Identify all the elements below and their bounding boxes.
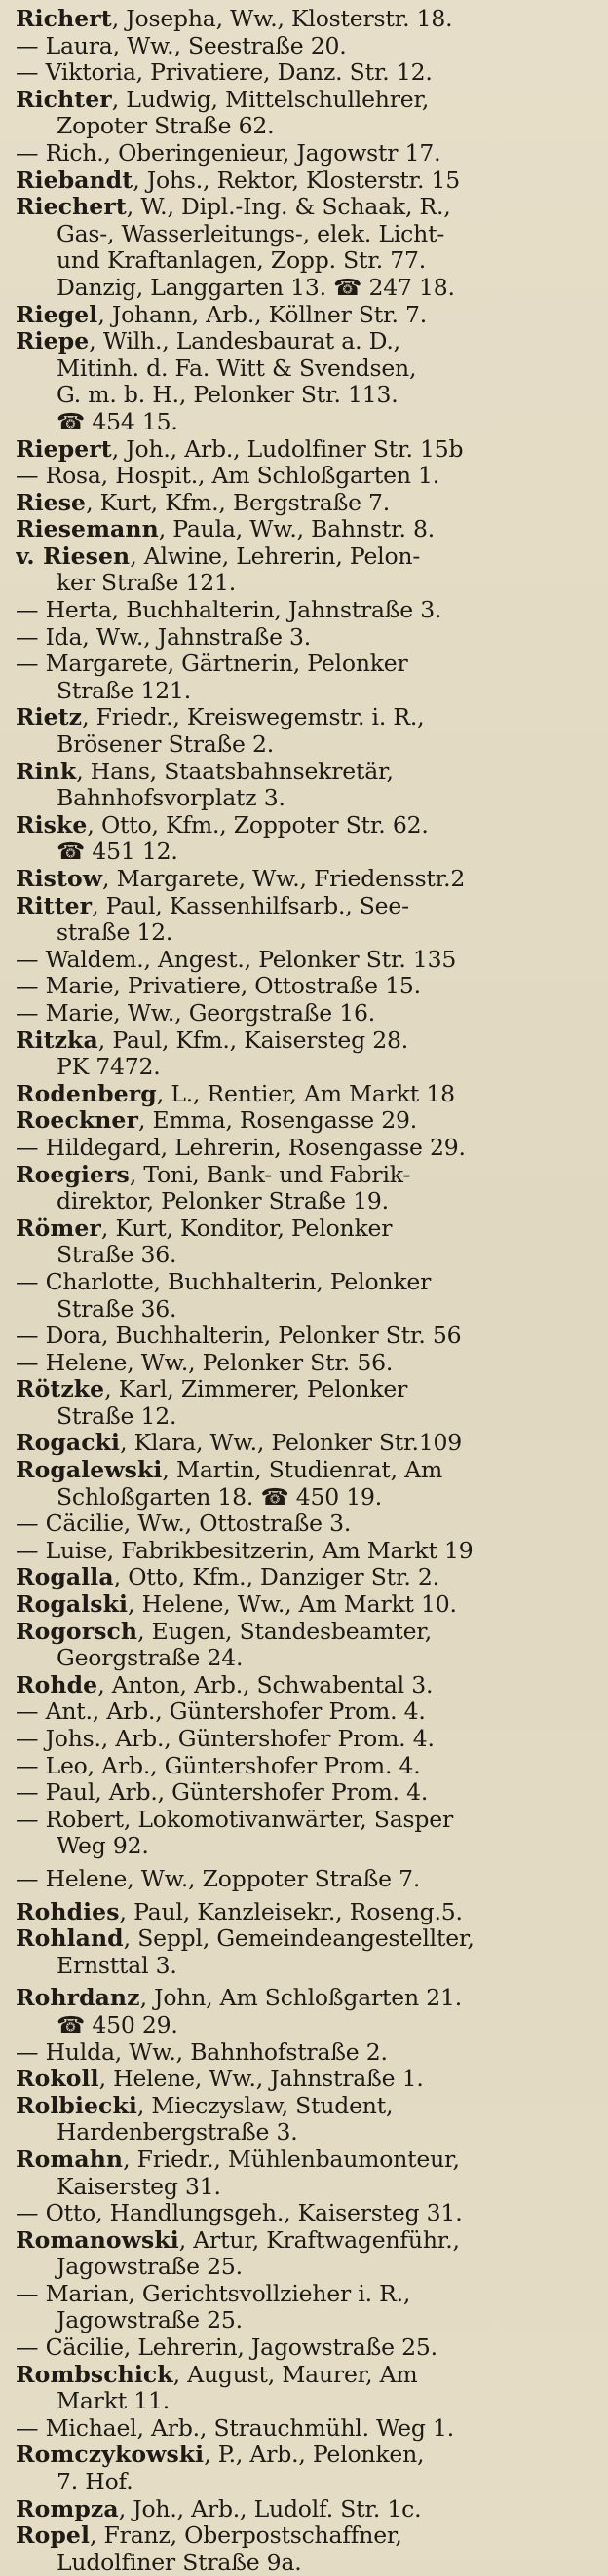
entry-text: Danzig, Langgarten 13. ☎ 247 18. <box>57 274 455 301</box>
entry-first-line <box>16 893 602 920</box>
entry-text: , Alwine, Lehrerin, Pelon- <box>130 542 421 570</box>
directory-entry <box>16 1925 602 1979</box>
entry-first-line <box>16 1457 602 1484</box>
entry-surname: Riebandt <box>16 167 133 194</box>
entry-text: — Johs., Arb., Güntershofer Prom. 4. <box>16 1726 435 1752</box>
directory-entry <box>16 302 602 329</box>
directory-entry <box>16 1699 602 1726</box>
entry-text: ☎ 450 29. <box>57 2011 178 2038</box>
directory-entry <box>16 1135 602 1162</box>
entry-text: , Martin, Studienrat, Am <box>162 1457 443 1484</box>
entry-text: , Joh., Arb., Ludolfiner Str. 15b <box>111 435 464 463</box>
entry-text: Zopoter Straße 62. <box>57 113 275 140</box>
entry-surname: Rogalewski <box>16 1457 163 1484</box>
directory-entry <box>16 1899 602 1926</box>
entry-text: ker Straße 121. <box>57 570 237 597</box>
entry-first-line <box>16 2066 602 2093</box>
entry-text: Kaisersteg 31. <box>57 2173 221 2200</box>
entry-text: Straße 36. <box>57 1242 177 1269</box>
entry-first-line <box>16 651 602 678</box>
entry-surname: Ritter <box>16 892 93 919</box>
entry-continuation-line <box>16 247 602 275</box>
entry-text: — Michael, Arb., Strauchmühl. Weg 1. <box>16 2414 454 2442</box>
entry-continuation-line <box>16 731 602 759</box>
directory-entry <box>16 6 602 33</box>
entry-first-line <box>16 2200 602 2227</box>
directory-entry <box>16 2147 602 2200</box>
entry-first-line <box>16 2039 602 2067</box>
entry-first-line <box>16 2334 602 2362</box>
entry-surname: Riesemann <box>16 516 159 543</box>
entry-text: , Otto, Kfm., Zoppoter Str. 62. <box>87 811 429 839</box>
entry-surname: Ropel <box>16 2522 91 2550</box>
entry-text: Ernsttal 3. <box>57 1952 177 1979</box>
directory-entry <box>16 1457 602 1511</box>
entry-surname: Rogalla <box>16 1564 114 1591</box>
directory-entry <box>16 1726 602 1753</box>
entry-text: , Mieczyslaw, Student, <box>136 2092 394 2119</box>
directory-entry <box>16 490 602 517</box>
directory-entry <box>16 2200 602 2227</box>
entry-text: , Karl, Zimmerer, Pelonker <box>104 1376 408 1403</box>
entry-surname: Riske <box>16 811 88 839</box>
directory-entry <box>16 1215 602 1269</box>
directory-entry <box>16 704 602 758</box>
directory-entry <box>16 2522 602 2576</box>
entry-text: — Marian, Gerichtsvollzieher i. R., <box>16 2280 411 2307</box>
directory-entry <box>16 1564 602 1591</box>
entry-first-line <box>16 516 602 543</box>
entry-continuation-line <box>16 570 602 597</box>
entry-surname: Römer <box>16 1214 101 1242</box>
directory-entry <box>16 2415 602 2443</box>
entry-text: Straße 36. <box>57 1295 177 1323</box>
entry-first-line <box>16 2522 602 2550</box>
entry-surname: Riese <box>16 489 87 516</box>
directory-entry <box>16 1672 602 1699</box>
entry-text: Gas-, Wasserleitungs-, elek. Licht- <box>57 220 445 247</box>
directory-entry <box>16 1162 602 1215</box>
entry-continuation-line <box>16 2469 602 2496</box>
directory-entry <box>16 2442 602 2495</box>
entry-first-line <box>16 140 602 168</box>
entry-text: , Kurt, Konditor, Pelonker <box>100 1214 393 1242</box>
entry-text: Ludolfiner Straße 9a. <box>57 2549 302 2576</box>
entry-text: Mitinh. d. Fa. Witt & Svendsen, <box>57 355 417 382</box>
entry-continuation-line <box>16 1403 602 1431</box>
entry-text: Markt 11. <box>57 2388 171 2415</box>
entry-first-line <box>16 624 602 652</box>
entry-first-line <box>16 1350 602 1377</box>
directory-entry <box>16 812 602 866</box>
directory-entry <box>16 2093 602 2147</box>
entry-first-line <box>16 1619 602 1646</box>
entry-first-line <box>16 1591 602 1619</box>
entry-first-line <box>16 490 602 517</box>
entry-first-line <box>16 1162 602 1189</box>
entry-first-line <box>16 1672 602 1699</box>
entry-text: straße 12. <box>57 919 173 947</box>
entry-continuation-line <box>16 839 602 866</box>
entry-surname: Rolbiecki <box>16 2092 137 2119</box>
directory-entry <box>16 1107 602 1135</box>
entry-text: G. m. b. H., Pelonker Str. 113. <box>57 382 399 409</box>
directory-entry <box>16 1511 602 1538</box>
entry-text: Jagowstraße 25. <box>57 2307 243 2334</box>
directory-entry <box>16 893 602 947</box>
entry-text: , Joh., Arb., Ludolf. Str. 1c. <box>118 2495 422 2522</box>
directory-entry <box>16 2334 602 2362</box>
entry-text: , Ludwig, Mittelschullehrer, <box>111 86 430 113</box>
entry-continuation-line <box>16 409 602 436</box>
entry-first-line <box>16 973 602 1000</box>
entry-text: — Hulda, Ww., Bahnhofstraße 2. <box>16 2038 388 2066</box>
entry-text: direktor, Pelonker Straße 19. <box>57 1188 389 1215</box>
directory-list <box>16 6 602 2576</box>
entry-first-line <box>16 1511 602 1538</box>
directory-entry <box>16 973 602 1000</box>
entry-surname: Rogorsch <box>16 1618 138 1645</box>
entry-first-line <box>16 436 602 464</box>
entry-surname: Roegiers <box>16 1161 130 1188</box>
entry-text: , Klara, Ww., Pelonker Str.109 <box>120 1430 463 1457</box>
entry-first-line <box>16 33 602 60</box>
directory-entry <box>16 1430 602 1457</box>
entry-surname: Rohdies <box>16 1898 120 1925</box>
directory-entry <box>16 1866 602 1893</box>
directory-entry <box>16 194 602 301</box>
entry-text: — Herta, Buchhalterin, Jahnstraße 3. <box>16 597 442 624</box>
entry-text: , Margarete, Ww., Friedensstr.2 <box>102 866 466 892</box>
entry-continuation-line <box>16 919 602 947</box>
entry-surname: Rohrdanz <box>16 1985 140 2012</box>
directory-entry <box>16 1376 602 1430</box>
entry-text: Schloßgarten 18. ☎ 450 19. <box>57 1483 383 1511</box>
entry-text: — Robert, Lokomotivanwärter, Sasper <box>16 1806 453 1833</box>
entry-text: ☎ 454 15. <box>57 408 178 435</box>
directory-entry <box>16 87 602 140</box>
directory-entry <box>16 1081 602 1108</box>
entry-text: , Paul, Kassenhilfsarb., See- <box>92 892 409 919</box>
entry-text: , Friedr., Mühlenbaumonteur, <box>123 2146 460 2173</box>
entry-first-line <box>16 59 602 87</box>
entry-surname: Riegel <box>16 301 98 328</box>
directory-entry <box>16 1000 602 1027</box>
entry-text: — Charlotte, Buchhalterin, Pelonker <box>16 1268 432 1295</box>
entry-continuation-line <box>16 2174 602 2201</box>
entry-text: — Cäcilie, Lehrerin, Jagowstraße 25. <box>16 2334 437 2362</box>
entry-first-line <box>16 1753 602 1780</box>
entry-text: , Paula, Ww., Bahnstr. 8. <box>158 516 436 543</box>
directory-entry <box>16 2496 602 2523</box>
entry-continuation-line <box>16 785 602 812</box>
entry-text: , L., Rentier, Am Markt 18 <box>156 1080 455 1107</box>
entry-first-line <box>16 2281 602 2308</box>
entry-text: , Helene, Ww., Jahnstraße 1. <box>98 2066 424 2093</box>
entry-continuation-line <box>16 221 602 248</box>
entry-first-line <box>16 2362 602 2389</box>
directory-entry <box>16 1985 602 2038</box>
entry-text: PK 7472. <box>57 1054 161 1081</box>
entry-surname: Rogacki <box>16 1430 121 1457</box>
entry-text: , W., Dipl.-Ing. & Schaak, R., <box>126 194 451 221</box>
entry-surname: Rogalski <box>16 1591 129 1619</box>
entry-first-line <box>16 1726 602 1753</box>
entry-first-line <box>16 2227 602 2255</box>
entry-surname: Ritzka <box>16 1027 98 1054</box>
entry-text: Georgstraße 24. <box>57 1645 244 1672</box>
entry-text: , Toni, Bank- und Fabrik- <box>129 1161 411 1188</box>
entry-text: , P., Arb., Pelonken, <box>204 2442 425 2469</box>
entry-text: , Wilh., Landesbaurat a. D., <box>89 328 400 355</box>
entry-first-line <box>16 2415 602 2443</box>
entry-text: — Otto, Handlungsgeh., Kaisersteg 31. <box>16 2200 463 2227</box>
entry-text: , John, Am Schloßgarten 21. <box>139 1985 462 2012</box>
directory-entry <box>16 2066 602 2093</box>
entry-text: , Helene, Ww., Am Markt 10. <box>128 1591 457 1619</box>
entry-surname: Rohland <box>16 1925 124 1953</box>
entry-first-line <box>16 302 602 329</box>
entry-continuation-line <box>16 1645 602 1672</box>
entry-continuation-line <box>16 355 602 383</box>
entry-text: — Rich., Oberingenieur, Jagowstr 17. <box>16 139 441 167</box>
entry-continuation-line <box>16 2119 602 2147</box>
entry-text: — Dora, Buchhalterin, Pelonker Str. 56 <box>16 1323 462 1350</box>
entry-continuation-line <box>16 1242 602 1269</box>
entry-continuation-line <box>16 2550 602 2576</box>
entry-first-line <box>16 1866 602 1893</box>
entry-text: , Anton, Arb., Schwabental 3. <box>97 1671 434 1699</box>
entry-surname: Rombschick <box>16 2361 173 2388</box>
entry-first-line <box>16 168 602 195</box>
entry-first-line <box>16 866 602 893</box>
entry-continuation-line <box>16 113 602 140</box>
entry-surname: Romanowski <box>16 2226 179 2254</box>
directory-entry <box>16 1269 602 1323</box>
directory-entry <box>16 543 602 597</box>
entry-text: — Helene, Ww., Pelonker Str. 56. <box>16 1349 394 1376</box>
entry-surname: Riepert <box>16 435 112 463</box>
entry-surname: v. Riesen <box>16 542 131 570</box>
entry-first-line <box>16 6 602 33</box>
directory-entry <box>16 2227 602 2281</box>
entry-text: , Johann, Arb., Köllner Str. 7. <box>97 301 428 328</box>
entry-continuation-line <box>16 2307 602 2334</box>
entry-text: — Ant., Arb., Güntershofer Prom. 4. <box>16 1699 426 1726</box>
entry-continuation-line <box>16 382 602 409</box>
entry-text: — Helene, Ww., Zoppoter Straße 7. <box>16 1865 421 1892</box>
directory-entry <box>16 2039 602 2067</box>
entry-first-line <box>16 1376 602 1403</box>
entry-text: — Laura, Ww., Seestraße 20. <box>16 32 347 59</box>
entry-text: ☎ 451 12. <box>57 839 178 866</box>
entry-first-line <box>16 947 602 974</box>
entry-surname: Romahn <box>16 2146 124 2173</box>
entry-first-line <box>16 1779 602 1807</box>
entry-first-line <box>16 194 602 221</box>
entry-continuation-line <box>16 2012 602 2039</box>
entry-first-line <box>16 1699 602 1726</box>
entry-first-line <box>16 1564 602 1591</box>
entry-continuation-line <box>16 275 602 302</box>
entry-text: , Johs., Rektor, Klosterstr. 15 <box>133 167 461 194</box>
directory-entry <box>16 328 602 435</box>
entry-text: — Waldem., Angest., Pelonker Str. 135 <box>16 946 457 973</box>
entry-surname: Riepe <box>16 328 90 355</box>
entry-continuation-line <box>16 678 602 705</box>
entry-surname: Rodenberg <box>16 1080 157 1107</box>
entry-surname: Richert <box>16 6 112 32</box>
directory-entry <box>16 516 602 543</box>
directory-entry <box>16 2281 602 2334</box>
entry-text: , Kurt, Kfm., Bergstraße 7. <box>86 489 391 516</box>
entry-first-line <box>16 328 602 355</box>
entry-text: Weg 92. <box>57 1833 149 1860</box>
entry-surname: Richter <box>16 86 112 113</box>
entry-first-line <box>16 1107 602 1135</box>
entry-text: — Ida, Ww., Jahnstraße 3. <box>16 623 312 651</box>
directory-entry <box>16 436 602 464</box>
entry-text: Straße 12. <box>57 1402 177 1430</box>
entry-first-line <box>16 2496 602 2523</box>
entry-text: 7. Hof. <box>57 2469 133 2496</box>
entry-first-line <box>16 1925 602 1953</box>
directory-entry <box>16 140 602 168</box>
directory-entry <box>16 463 602 490</box>
directory-entry <box>16 1807 602 1860</box>
entry-text: , Seppl, Gemeindeangestellter, <box>123 1925 475 1953</box>
entry-continuation-line <box>16 1054 602 1081</box>
entry-text: , Otto, Kfm., Danziger Str. 2. <box>113 1564 439 1591</box>
directory-entry <box>16 2362 602 2415</box>
entry-text: — Marie, Privatiere, Ottostraße 15. <box>16 973 421 1000</box>
directory-entry <box>16 168 602 195</box>
entry-text: , Artur, Kraftwagenführ., <box>178 2226 460 2254</box>
entry-first-line <box>16 704 602 731</box>
entry-surname: Ristow <box>16 866 103 892</box>
entry-surname: Rink <box>16 758 77 785</box>
directory-entry <box>16 947 602 974</box>
entry-text: — Viktoria, Privatiere, Danz. Str. 12. <box>16 59 433 87</box>
entry-text: , Hans, Staatsbahnsekretär, <box>76 758 394 785</box>
entry-continuation-line <box>16 1953 602 1980</box>
entry-text: Bahnhofsvorplatz 3. <box>57 785 285 812</box>
directory-entry <box>16 1027 602 1081</box>
entry-text: — Cäcilie, Ww., Ottostraße 3. <box>16 1511 352 1538</box>
directory-entry <box>16 1779 602 1807</box>
directory-entry <box>16 597 602 624</box>
entry-surname: Rötzke <box>16 1376 105 1403</box>
entry-continuation-line <box>16 2388 602 2415</box>
directory-entry <box>16 866 602 893</box>
entry-surname: Roeckner <box>16 1107 138 1135</box>
directory-entry <box>16 759 602 812</box>
entry-first-line <box>16 1899 602 1926</box>
entry-first-line <box>16 1807 602 1834</box>
entry-text: — Hildegard, Lehrerin, Rosengasse 29. <box>16 1134 466 1161</box>
directory-entry <box>16 1753 602 1780</box>
directory-entry <box>16 1538 602 1565</box>
entry-surname: Riechert <box>16 194 127 221</box>
entry-text: und Kraftanlagen, Zopp. Str. 77. <box>57 247 427 275</box>
entry-first-line <box>16 759 602 786</box>
entry-first-line <box>16 1081 602 1108</box>
entry-surname: Rokoll <box>16 2066 99 2093</box>
directory-entry <box>16 1323 602 1350</box>
entry-text: Straße 121. <box>57 677 191 704</box>
entry-text: — Margarete, Gärtnerin, Pelonker <box>16 651 408 678</box>
entry-surname: Rietz <box>16 704 83 731</box>
entry-first-line <box>16 1215 602 1243</box>
entry-first-line <box>16 1985 602 2012</box>
entry-text: Brösener Straße 2. <box>57 731 275 759</box>
entry-first-line <box>16 543 602 571</box>
directory-entry <box>16 651 602 704</box>
entry-text: — Marie, Ww., Georgstraße 16. <box>16 999 376 1027</box>
entry-first-line <box>16 2442 602 2469</box>
entry-text: — Luise, Fabrikbesitzerin, Am Markt 19 <box>16 1537 474 1564</box>
entry-continuation-line <box>16 2254 602 2281</box>
entry-first-line <box>16 1027 602 1055</box>
entry-continuation-line <box>16 1484 602 1512</box>
entry-text: — Rosa, Hospit., Am Schloßgarten 1. <box>16 463 440 490</box>
entry-text: , Eugen, Standesbeamter, <box>137 1618 432 1645</box>
entry-text: , Emma, Rosengasse 29. <box>137 1107 418 1135</box>
entry-first-line <box>16 2093 602 2120</box>
entry-first-line <box>16 1538 602 1565</box>
entry-surname: Rohde <box>16 1671 98 1699</box>
entry-text: , August, Maurer, Am <box>172 2361 418 2388</box>
entry-first-line <box>16 1000 602 1027</box>
entry-first-line <box>16 2147 602 2174</box>
entry-text: Jagowstraße 25. <box>57 2254 243 2281</box>
entry-first-line <box>16 1323 602 1350</box>
entry-text: , Paul, Kanzleisekr., Roseng.5. <box>119 1898 463 1925</box>
entry-continuation-line <box>16 1188 602 1215</box>
entry-text: , Paul, Kfm., Kaisersteg 28. <box>97 1027 409 1054</box>
entry-text: — Leo, Arb., Güntershofer Prom. 4. <box>16 1752 421 1779</box>
directory-entry <box>16 1619 602 1672</box>
entry-first-line <box>16 597 602 624</box>
entry-first-line <box>16 1430 602 1457</box>
entry-first-line <box>16 812 602 840</box>
directory-entry <box>16 59 602 87</box>
entry-continuation-line <box>16 1833 602 1860</box>
entry-text: Hardenbergstraße 3. <box>57 2119 298 2147</box>
entry-first-line <box>16 1269 602 1296</box>
entry-text: , Josepha, Ww., Klosterstr. 18. <box>111 6 453 32</box>
entry-first-line <box>16 1135 602 1162</box>
entry-text: , Franz, Oberpostschaffner, <box>90 2522 402 2550</box>
entry-surname: Rompza <box>16 2495 119 2522</box>
directory-entry <box>16 1350 602 1377</box>
entry-surname: Romczykowski <box>16 2442 205 2469</box>
directory-entry <box>16 1591 602 1619</box>
entry-first-line <box>16 463 602 490</box>
entry-first-line <box>16 87 602 114</box>
entry-text: , Friedr., Kreiswegemstr. i. R., <box>82 704 425 731</box>
entry-continuation-line <box>16 1296 602 1324</box>
entry-text: — Paul, Arb., Güntershofer Prom. 4. <box>16 1779 429 1807</box>
directory-entry <box>16 33 602 60</box>
directory-entry <box>16 624 602 652</box>
